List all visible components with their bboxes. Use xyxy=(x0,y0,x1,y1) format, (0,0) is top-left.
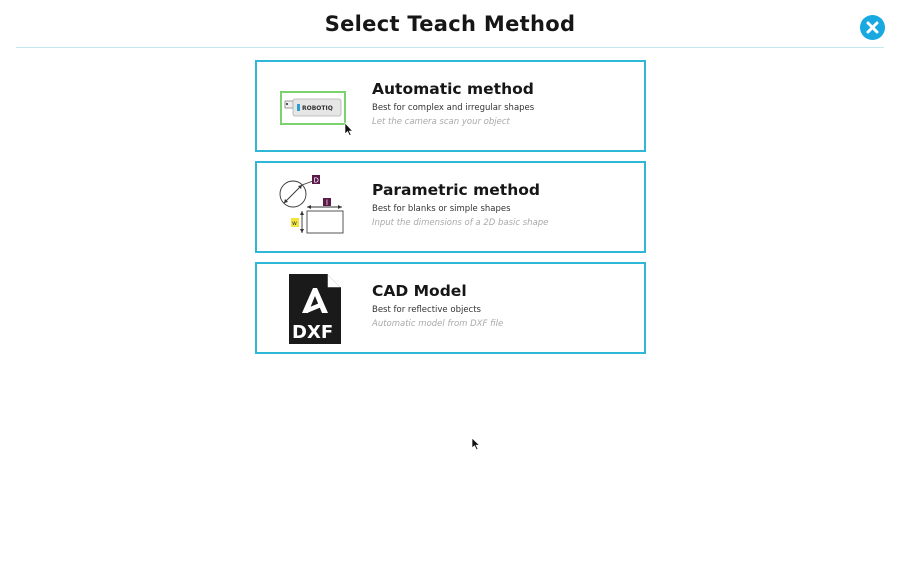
parametric-method-hint: Input the dimensions of a 2D basic shape xyxy=(372,218,549,228)
dxf-file-icon xyxy=(275,270,357,346)
cad-model-title: CAD Model xyxy=(372,282,467,300)
automatic-method-subtitle: Best for complex and irregular shapes xyxy=(372,103,535,113)
usb-camera-scan-icon xyxy=(275,68,357,144)
length-label: l xyxy=(326,199,328,207)
header-divider xyxy=(16,47,884,48)
cad-model-subtitle: Best for reflective objects xyxy=(372,305,481,315)
parametric-method-title: Parametric method xyxy=(372,181,540,199)
mouse-cursor-icon xyxy=(471,437,481,451)
cad-model-hint: Automatic model from DXF file xyxy=(372,319,504,329)
dxf-label: DXF xyxy=(292,322,334,343)
width-label: w xyxy=(292,220,297,227)
page-title: Select Teach Method xyxy=(324,12,576,36)
usb-brand-text: ROBOTIQ xyxy=(302,105,333,112)
parametric-method-subtitle: Best for blanks or simple shapes xyxy=(372,204,511,214)
parametric-method-card[interactable] xyxy=(255,161,646,253)
automatic-method-card[interactable] xyxy=(255,60,646,152)
diameter-label: D xyxy=(313,176,319,185)
parametric-shapes-icon xyxy=(275,169,357,245)
close-icon xyxy=(866,21,879,34)
automatic-method-title: Automatic method xyxy=(372,80,534,98)
cad-model-card[interactable] xyxy=(255,262,646,354)
automatic-method-hint: Let the camera scan your object xyxy=(372,117,510,127)
close-button[interactable] xyxy=(860,15,885,40)
